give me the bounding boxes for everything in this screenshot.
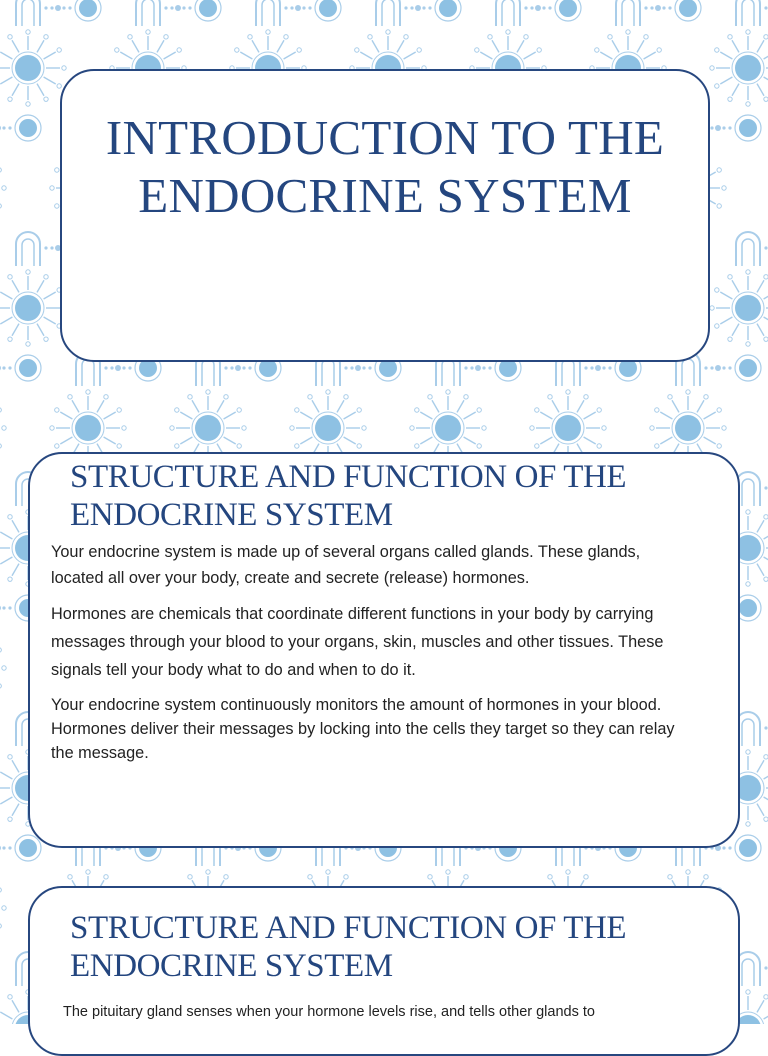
section-heading: STRUCTURE AND FUNCTION OF THE ENDOCRINE SYSTEM [70, 459, 627, 533]
section-body [63, 1002, 678, 1031]
section-card-1 [28, 452, 740, 848]
title-card [60, 69, 710, 362]
paragraph: Your endocrine system continuously monitors the amount of hormones in your blood. Hormones deliver their messages by locking into the cells they target so they can relay the message. [51, 696, 675, 762]
section-heading: STRUCTURE AND FUNCTION OF THE ENDOCRINE SYSTEM [70, 910, 627, 984]
paragraph: Your endocrine system is made up of several organs called glands. These glands, located all over your body, create and secrete (release) hormones. [51, 543, 641, 587]
paragraph: Hormones are chemicals that coordinate different functions in your body by carrying messages through your blood to your organs, skin, muscles and other tissues. These signals tell your body what to do and when to do it. [51, 605, 664, 679]
section-body [51, 539, 678, 774]
page-title: INTRODUCTION TO THE ENDOCRINE SYSTEM [105, 110, 665, 223]
paragraph: The pituitary gland senses when your hormone levels rise, and tells other glands to [63, 1004, 595, 1020]
section-card-2 [28, 886, 740, 1056]
